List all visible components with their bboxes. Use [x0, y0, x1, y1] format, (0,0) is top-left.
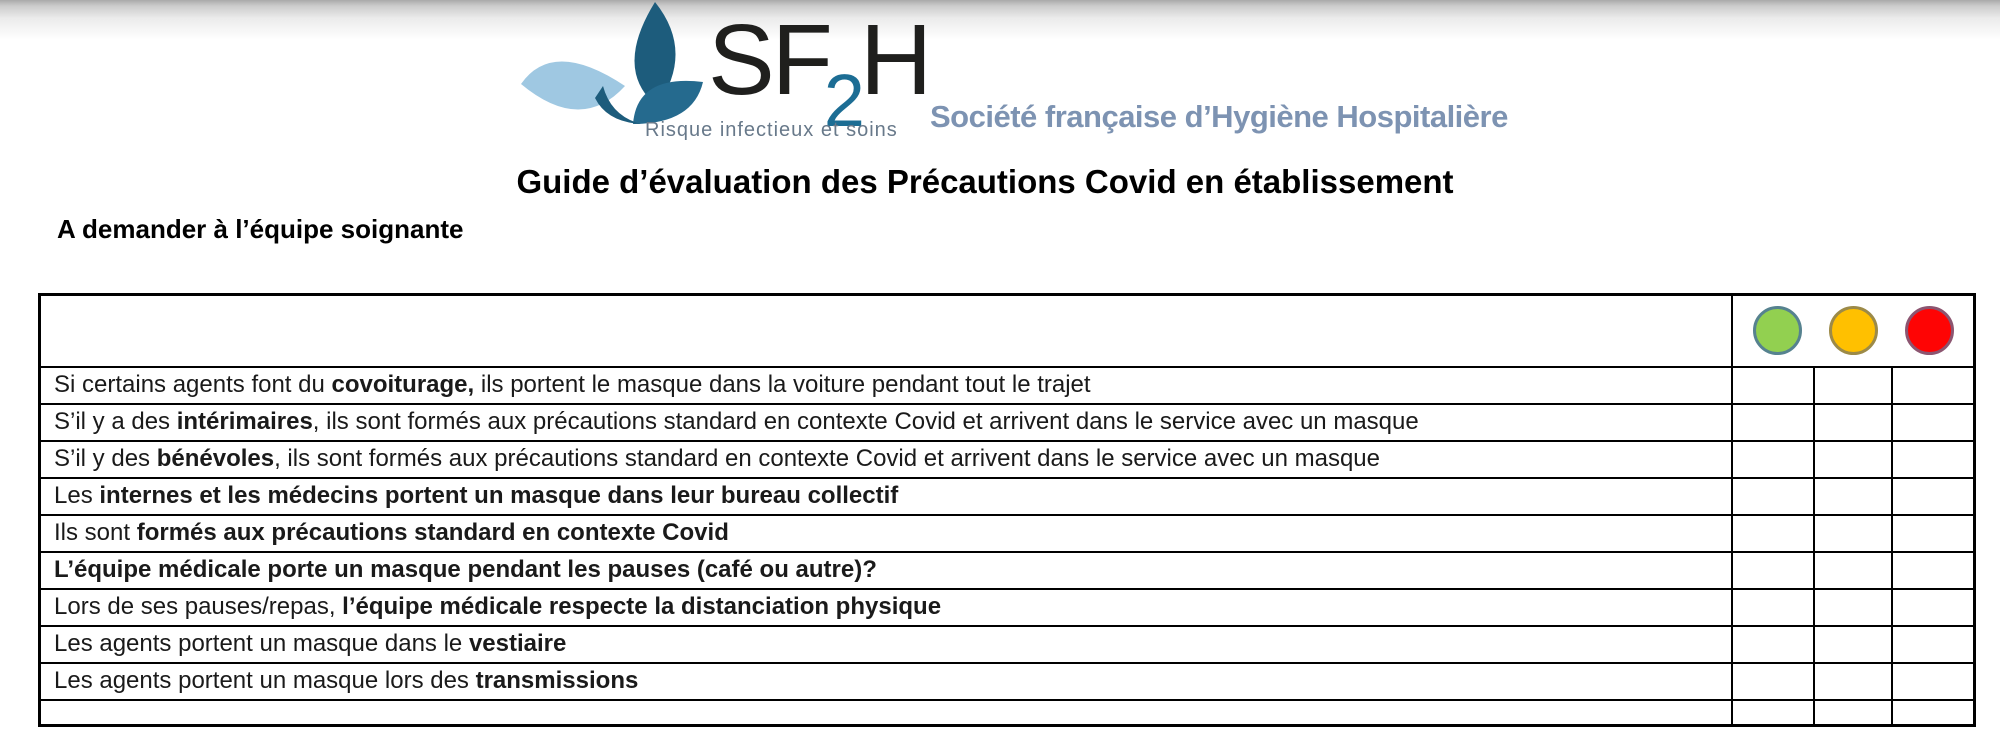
status-cell-green	[1732, 404, 1814, 441]
status-cell-red	[1892, 441, 1974, 478]
table-row	[40, 478, 1975, 515]
table-row	[40, 552, 1975, 589]
organization-name: Société française d’Hygiène Hospitalière	[930, 99, 1508, 134]
page-top-shadow	[0, 0, 2000, 42]
sf2h-acronym-number: 2	[823, 59, 862, 142]
table-row	[40, 404, 1975, 441]
traffic-light-header	[1739, 306, 1967, 355]
table-row	[40, 515, 1975, 552]
status-cell-red	[1892, 663, 1974, 700]
table-row	[40, 589, 1975, 626]
status-cell-red	[1892, 478, 1974, 515]
status-cell-green	[1732, 552, 1814, 589]
status-cell-red	[1892, 367, 1974, 404]
status-cell-green	[1732, 663, 1814, 700]
status-cell-amber	[1814, 441, 1892, 478]
amber-circle-icon	[1829, 306, 1878, 355]
status-cell-red	[1892, 404, 1974, 441]
status-cell-green	[1732, 700, 1814, 726]
sf2h-leaf-logo-icon	[505, 0, 715, 135]
evaluation-table	[38, 293, 1976, 727]
question-cell: Les internes et les médecins portent un masque dans leur bureau collectif	[40, 478, 1733, 515]
question-cell	[40, 700, 1733, 726]
status-cell-amber	[1814, 404, 1892, 441]
status-cell-green	[1732, 515, 1814, 552]
status-cell-green	[1732, 478, 1814, 515]
status-cell-amber	[1814, 589, 1892, 626]
table-header-row	[40, 295, 1975, 367]
table-row	[40, 441, 1975, 478]
question-cell: Les agents portent un masque lors des transmissions	[40, 663, 1733, 700]
status-cell-amber	[1814, 663, 1892, 700]
document-title: Guide d’évaluation des Précautions Covid en établissement	[516, 163, 1454, 200]
table-row	[40, 367, 1975, 404]
header-empty-cell	[40, 295, 1733, 367]
question-cell: Si certains agents font du covoiturage, ils portent le masque dans la voiture pendant tout le trajet	[40, 367, 1733, 404]
logo-tagline: Risque infectieux et soins	[645, 119, 898, 141]
status-cell-amber	[1814, 478, 1892, 515]
status-cell-amber	[1814, 700, 1892, 726]
status-cell-amber	[1814, 515, 1892, 552]
status-cell-red	[1892, 589, 1974, 626]
question-cell: Lors de ses pauses/repas, l’équipe médicale respecte la distanciation physique	[40, 589, 1733, 626]
checklist-body	[40, 367, 1975, 726]
question-cell: L’équipe médicale porte un masque pendant les pauses (café ou autre)?	[40, 552, 1733, 589]
status-cell-green	[1732, 589, 1814, 626]
question-cell: Les agents portent un masque dans le vestiaire	[40, 626, 1733, 663]
red-circle-icon	[1905, 306, 1954, 355]
question-cell: Ils sont formés aux précautions standard en contexte Covid	[40, 515, 1733, 552]
question-cell: S’il y a des intérimaires, ils sont formés aux précautions standard en contexte Covid et arrivent dans le service avec un masque	[40, 404, 1733, 441]
status-cell-red	[1892, 552, 1974, 589]
status-cell-red	[1892, 626, 1974, 663]
status-cell-red	[1892, 515, 1974, 552]
traffic-light-header-cell	[1732, 295, 1974, 367]
question-cell: S’il y des bénévoles, ils sont formés aux précautions standard en contexte Covid et arrivent dans le service avec un masque	[40, 441, 1733, 478]
status-cell-green	[1732, 441, 1814, 478]
status-cell-green	[1732, 367, 1814, 404]
status-cell-amber	[1814, 626, 1892, 663]
status-cell-amber	[1814, 552, 1892, 589]
table-row	[40, 626, 1975, 663]
status-cell-green	[1732, 626, 1814, 663]
green-circle-icon	[1753, 306, 1802, 355]
section-heading: A demander à l’équipe soignante	[57, 214, 464, 244]
status-cell-red	[1892, 700, 1974, 726]
table-row	[40, 663, 1975, 700]
status-cell-amber	[1814, 367, 1892, 404]
sf2h-acronym: $SF_2H$	[708, 4, 930, 142]
table-row-partial	[40, 700, 1975, 726]
